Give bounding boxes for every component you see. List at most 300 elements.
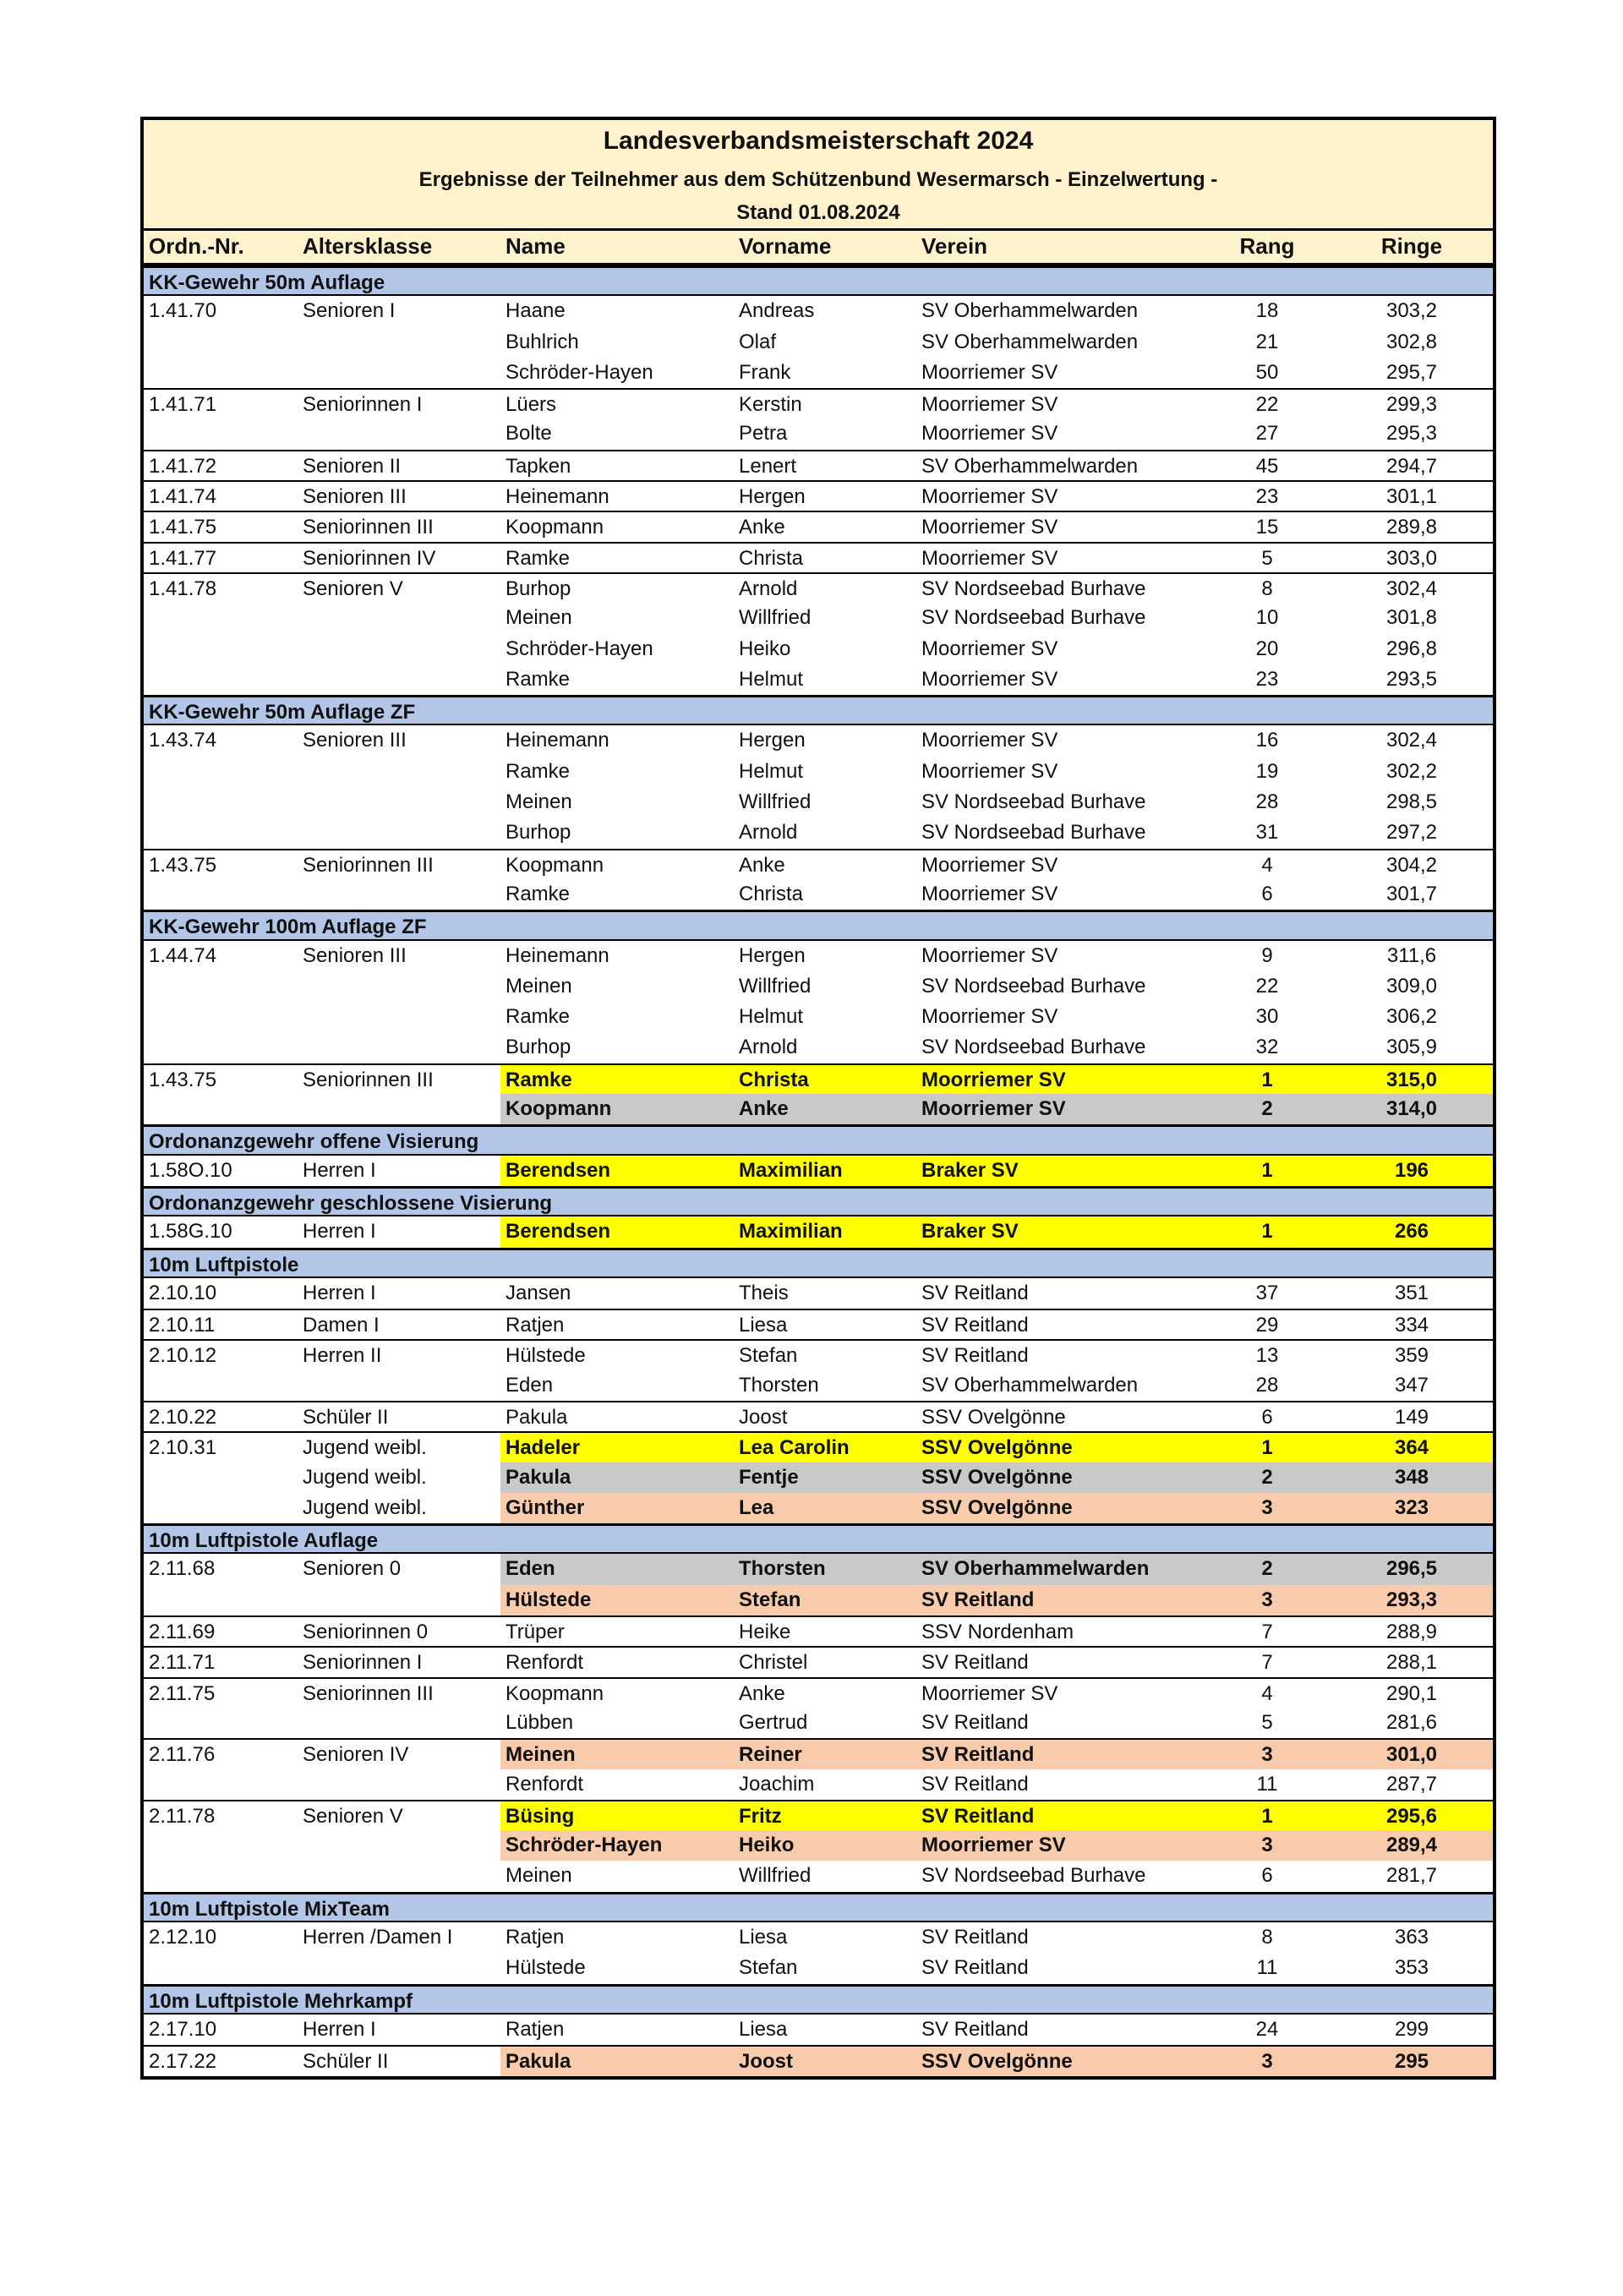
cell-ordn: 2.11.75 (149, 1681, 216, 1705)
section-header (144, 1892, 1493, 1922)
cell-ordn: 2.10.12 (149, 1344, 217, 1368)
cell-ringe: 302,4 (1385, 577, 1438, 600)
cell-vorname: Maximilian (739, 1158, 843, 1182)
cell-vorname: Arnold (739, 1036, 798, 1059)
cell-ringe: 289,4 (1385, 1834, 1438, 1857)
table-row (144, 664, 1493, 695)
cell-klasse (298, 327, 500, 358)
cell-rang: 31 (1255, 821, 1279, 845)
cell-vorname: Andreas (739, 299, 815, 323)
cell-ordn: 2.11.78 (149, 1804, 216, 1828)
cell-rang: 1 (1261, 1436, 1273, 1460)
cell-name: Meinen (505, 606, 572, 630)
column-header-ordn: Ordn.-Nr. (149, 233, 244, 259)
cell-name: Ramke (505, 667, 571, 691)
cell-ordn (144, 1953, 298, 1983)
result-cells (500, 1462, 1493, 1493)
cell-ringe: 281,6 (1385, 1710, 1438, 1734)
cell-ringe: 309,0 (1385, 974, 1438, 998)
cell-ordn: 2.17.10 (149, 2017, 217, 2041)
cell-ringe: 295,7 (1385, 360, 1438, 384)
cell-vorname: Lenert (739, 454, 797, 478)
cell-ringe: 293,3 (1385, 1588, 1438, 1611)
cell-verein: SV Nordseebad Burhave (921, 790, 1146, 814)
cell-verein: SV Reitland (921, 1314, 1029, 1337)
section-header (144, 695, 1493, 725)
result-cells (500, 1708, 1493, 1738)
cell-klasse: Herren I (303, 1281, 376, 1304)
page-title: Landesverbandsmeisterschaft 2024 (603, 127, 1034, 155)
cell-vorname: Heike (739, 1621, 791, 1644)
cell-verein: SV Nordseebad Burhave (921, 1036, 1146, 1059)
cell-verein: Moorriemer SV (921, 360, 1058, 384)
cell-ringe: 299,3 (1385, 393, 1438, 417)
cell-rang: 3 (1261, 1495, 1273, 1519)
table-row (144, 634, 1493, 664)
result-cells (500, 418, 1493, 449)
cell-rang: 24 (1255, 2017, 1279, 2041)
result-cells (500, 1922, 1493, 1953)
result-cells (500, 1617, 1493, 1646)
cell-rang: 7 (1261, 1621, 1273, 1644)
cell-vorname: Lea Carolin (739, 1436, 850, 1460)
cell-vorname: Kerstin (739, 393, 802, 417)
cell-name: Burhop (505, 577, 571, 600)
cell-klasse: Herren I (303, 2017, 376, 2041)
cell-ordn: 1.41.77 (149, 546, 217, 570)
table-row (144, 1554, 1493, 1584)
cell-ordn (144, 971, 298, 1002)
table-row (144, 542, 1493, 572)
table-row (144, 1800, 1493, 1830)
cell-name: Ramke (505, 882, 571, 905)
column-header-vorname: Vorname (739, 233, 832, 259)
result-cells (500, 664, 1493, 695)
cell-rang: 22 (1255, 393, 1279, 417)
cell-klasse (298, 664, 500, 695)
cell-vorname: Hergen (739, 729, 806, 752)
section-header (144, 1186, 1493, 1216)
table-row (144, 572, 1493, 603)
table-row (144, 1278, 1493, 1309)
cell-rang: 7 (1261, 1651, 1273, 1675)
cell-verein: Moorriemer SV (921, 393, 1058, 417)
cell-verein: SV Nordseebad Burhave (921, 606, 1146, 630)
table-row (144, 418, 1493, 449)
section-title: 10m Luftpistole Mehrkampf (149, 1989, 413, 2013)
cell-klasse (298, 879, 500, 910)
cell-name: Ramke (505, 546, 571, 570)
cell-klasse (298, 634, 500, 664)
table-row (144, 1339, 1493, 1369)
cell-rang: 23 (1255, 667, 1279, 691)
cell-klasse: Seniorinnen 0 (303, 1621, 429, 1644)
cell-rang: 11 (1256, 1956, 1278, 1980)
cell-klasse (298, 971, 500, 1002)
cell-vorname: Lea (739, 1495, 774, 1519)
cell-ringe: 296,5 (1385, 1557, 1438, 1581)
table-row (144, 1922, 1493, 1953)
cell-ordn (144, 1585, 298, 1615)
cell-ringe: 295 (1394, 2050, 1429, 2074)
cell-verein: Moorriemer SV (921, 759, 1058, 783)
cell-klasse: Senioren V (303, 577, 403, 600)
cell-ordn: 2.11.69 (149, 1621, 216, 1644)
cell-klasse: Seniorinnen III (303, 1681, 434, 1705)
cell-name: Pakula (505, 1405, 568, 1429)
cell-ordn: 1.41.75 (149, 516, 217, 539)
table-row (144, 1953, 1493, 1983)
cell-ordn: 1.43.75 (149, 853, 217, 877)
result-cells (500, 1585, 1493, 1615)
table-row (144, 1646, 1493, 1676)
cell-verein: SV Reitland (921, 1772, 1029, 1796)
table-row (144, 971, 1493, 1002)
section-header (144, 1124, 1493, 1155)
cell-rang: 23 (1255, 485, 1279, 509)
cell-ringe: 301,1 (1385, 485, 1438, 509)
table-row (144, 787, 1493, 817)
result-cells (500, 971, 1493, 1002)
table-row (144, 296, 1493, 326)
cell-rang: 27 (1255, 422, 1279, 446)
cell-klasse (298, 757, 500, 787)
table-row (144, 941, 1493, 971)
cell-rang: 1 (1261, 1804, 1273, 1828)
cell-rang: 16 (1255, 729, 1279, 752)
cell-rang: 6 (1261, 1405, 1273, 1429)
cell-ringe: 288,1 (1385, 1651, 1438, 1675)
result-cells (500, 482, 1493, 511)
result-cells (500, 850, 1493, 879)
cell-ringe: 281,7 (1385, 1864, 1438, 1888)
cell-ringe: 364 (1394, 1436, 1429, 1460)
table-row (144, 757, 1493, 787)
cell-name: Koopmann (505, 853, 604, 877)
table-row (144, 1002, 1493, 1032)
cell-ordn: 2.11.76 (149, 1743, 216, 1767)
cell-rang: 37 (1255, 1281, 1279, 1304)
cell-klasse: Senioren IV (303, 1743, 409, 1767)
cell-verein: SV Nordseebad Burhave (921, 1864, 1146, 1888)
result-cells (500, 603, 1493, 633)
cell-ringe: 298,5 (1385, 790, 1438, 814)
cell-verein: SV Reitland (921, 1956, 1029, 1980)
cell-klasse (298, 1861, 500, 1891)
title-block (144, 120, 1493, 228)
cell-klasse (298, 1769, 500, 1800)
cell-name: Burhop (505, 821, 571, 845)
cell-klasse: Senioren V (303, 1804, 403, 1828)
cell-vorname: Joost (739, 2050, 794, 2074)
cell-name: Koopmann (505, 1681, 604, 1705)
cell-klasse (298, 1953, 500, 1983)
result-cells (500, 1953, 1493, 1983)
cell-verein: Moorriemer SV (921, 546, 1058, 570)
cell-name: Schröder-Hayen (505, 360, 653, 384)
table-row (144, 450, 1493, 480)
cell-ringe: 295,6 (1385, 1804, 1438, 1828)
result-cells (500, 574, 1493, 603)
cell-verein: Moorriemer SV (921, 943, 1058, 967)
cell-verein: SV Oberhammelwarden (921, 1373, 1139, 1397)
cell-rang: 45 (1255, 454, 1279, 478)
table-row (144, 1708, 1493, 1738)
cell-klasse: Seniorinnen III (303, 516, 434, 539)
cell-rang: 30 (1255, 1005, 1279, 1029)
cell-ringe: 293,5 (1385, 667, 1438, 691)
cell-name: Ramke (505, 759, 571, 783)
cell-rang: 20 (1255, 637, 1279, 660)
cell-klasse: Seniorinnen III (303, 853, 434, 877)
cell-ordn: 1.41.78 (149, 577, 217, 600)
cell-klasse (298, 418, 500, 449)
table-row (144, 1769, 1493, 1800)
cell-verein: SSV Nordenham (921, 1621, 1074, 1644)
result-cells (500, 390, 1493, 418)
column-header-klasse: Altersklasse (303, 233, 433, 259)
cell-klasse: Senioren III (303, 729, 407, 752)
column-header-rang: Rang (1239, 233, 1295, 259)
cell-vorname: Willfried (739, 606, 812, 630)
cell-name: Hülstede (505, 1956, 586, 1980)
cell-name: Meinen (505, 1743, 576, 1767)
cell-verein: SSV Ovelgönne (921, 1465, 1073, 1489)
table-row (144, 1032, 1493, 1063)
cell-verein: SV Reitland (921, 2017, 1029, 2041)
cell-ringe: 353 (1394, 1956, 1429, 1980)
table-row (144, 480, 1493, 511)
cell-rang: 9 (1261, 943, 1273, 967)
cell-name: Meinen (505, 1864, 572, 1888)
cell-klasse (298, 1094, 500, 1124)
cell-vorname: Arnold (739, 577, 798, 600)
column-header-ringe: Ringe (1380, 233, 1443, 259)
cell-rang: 1 (1261, 1220, 1273, 1244)
cell-verein: SV Nordseebad Burhave (921, 974, 1146, 998)
cell-name: Lüers (505, 393, 557, 417)
result-cells (500, 358, 1493, 388)
cell-ringe: 347 (1394, 1373, 1429, 1397)
table-row (144, 1094, 1493, 1124)
table-row (144, 603, 1493, 633)
table-row (144, 2045, 1493, 2075)
result-cells (500, 1278, 1493, 1309)
cell-vorname: Hergen (739, 485, 806, 509)
result-cells (500, 451, 1493, 480)
cell-klasse (298, 603, 500, 633)
cell-ordn (144, 817, 298, 848)
cell-ringe: 315,0 (1385, 1068, 1438, 1091)
cell-verein: Moorriemer SV (921, 1834, 1066, 1857)
cell-klasse (298, 358, 500, 388)
cell-klasse (298, 1585, 500, 1615)
table-row (144, 1370, 1493, 1401)
cell-vorname: Liesa (739, 1314, 788, 1337)
cell-klasse: Senioren III (303, 485, 407, 509)
result-cells (500, 879, 1493, 910)
cell-ringe: 303,2 (1385, 299, 1438, 323)
table-row (144, 1063, 1493, 1094)
table-row (144, 1738, 1493, 1768)
cell-vorname: Anke (739, 516, 785, 539)
cell-name: Günther (505, 1495, 585, 1519)
cell-verein: SV Reitland (921, 1281, 1029, 1304)
cell-verein: SV Reitland (921, 1651, 1029, 1675)
cell-ringe: 304,2 (1385, 853, 1438, 877)
cell-vorname: Heiko (739, 1834, 795, 1857)
cell-vorname: Anke (739, 1681, 785, 1705)
cell-verein: Moorriemer SV (921, 1068, 1066, 1091)
cell-klasse (298, 1002, 500, 1032)
cell-name: Jansen (505, 1281, 571, 1304)
result-cells (500, 1065, 1493, 1094)
cell-rang: 28 (1255, 1373, 1279, 1397)
cell-ordn: 1.43.74 (149, 729, 217, 752)
cell-name: Schröder-Hayen (505, 1834, 663, 1857)
section-title: 10m Luftpistole (149, 1253, 299, 1276)
cell-verein: SV Oberhammelwarden (921, 299, 1139, 323)
cell-vorname: Anke (739, 853, 785, 877)
cell-name: Lübben (505, 1710, 574, 1734)
result-cells (500, 1648, 1493, 1676)
cell-ordn (144, 603, 298, 633)
cell-ordn: 1.58G.10 (149, 1220, 232, 1244)
cell-vorname: Joachim (739, 1772, 815, 1796)
cell-ringe: 303,0 (1385, 546, 1438, 570)
cell-vorname: Heiko (739, 637, 791, 660)
cell-rang: 2 (1261, 1557, 1273, 1581)
cell-ordn: 2.10.10 (149, 1281, 217, 1304)
cell-name: Hülstede (505, 1344, 586, 1368)
cell-rang: 1 (1261, 1158, 1273, 1182)
cell-rang: 8 (1261, 577, 1273, 600)
result-cells (500, 2014, 1493, 2045)
cell-ringe: 289,8 (1385, 516, 1438, 539)
cell-ordn: 2.10.22 (149, 1405, 217, 1429)
cell-klasse: Seniorinnen IV (303, 546, 436, 570)
cell-name: Bolte (505, 422, 552, 446)
table-row (144, 1493, 1493, 1523)
cell-name: Ramke (505, 1005, 571, 1029)
cell-vorname: Thorsten (739, 1373, 819, 1397)
cell-ordn (144, 327, 298, 358)
cell-rang: 15 (1255, 516, 1279, 539)
section-title: 10m Luftpistole MixTeam (149, 1897, 390, 1921)
cell-ringe: 288,9 (1385, 1621, 1438, 1644)
result-cells (500, 1310, 1493, 1339)
cell-rang: 1 (1261, 1068, 1273, 1091)
cell-name: Koopmann (505, 1097, 612, 1121)
cell-ordn: 2.12.10 (149, 1926, 217, 1949)
cell-vorname: Christa (739, 882, 804, 905)
cell-vorname: Christa (739, 546, 804, 570)
cell-rang: 3 (1261, 1743, 1273, 1767)
cell-vorname: Gertrud (739, 1710, 808, 1734)
cell-rang: 21 (1255, 330, 1279, 353)
result-cells (500, 1216, 1493, 1247)
cell-ringe: 351 (1394, 1281, 1429, 1304)
cell-ordn: 2.10.31 (149, 1436, 217, 1460)
cell-ordn: 1.41.74 (149, 485, 217, 509)
cell-ordn: 2.11.71 (149, 1651, 216, 1675)
cell-ordn (144, 879, 298, 910)
result-cells (500, 1861, 1493, 1891)
cell-name: Heinemann (505, 729, 609, 752)
result-cells (500, 1094, 1493, 1124)
cell-rang: 4 (1261, 853, 1273, 877)
table-row (144, 725, 1493, 756)
cell-ordn (144, 634, 298, 664)
cell-ringe: 302,2 (1385, 759, 1438, 783)
cell-name: Schröder-Hayen (505, 637, 653, 660)
cell-rang: 3 (1261, 2050, 1273, 2074)
cell-rang: 4 (1261, 1681, 1273, 1705)
cell-klasse: Damen I (303, 1314, 380, 1337)
result-cells (500, 2047, 1493, 2075)
result-cells (500, 817, 1493, 848)
cell-name: Haane (505, 299, 566, 323)
cell-ordn (144, 418, 298, 449)
cell-verein: SV Reitland (921, 1926, 1029, 1949)
section-header (144, 910, 1493, 940)
cell-name: Heinemann (505, 943, 609, 967)
cell-name: Hadeler (505, 1436, 581, 1460)
cell-ringe: 305,9 (1385, 1036, 1438, 1059)
cell-vorname: Liesa (739, 1926, 788, 1949)
cell-vorname: Arnold (739, 821, 798, 845)
cell-klasse: Seniorinnen I (303, 393, 423, 417)
result-cells (500, 1493, 1493, 1523)
cell-verein: Braker SV (921, 1158, 1019, 1182)
cell-verein: Moorriemer SV (921, 729, 1058, 752)
cell-rang: 3 (1261, 1834, 1273, 1857)
cell-ordn (144, 1769, 298, 1800)
cell-ringe: 299 (1394, 2017, 1429, 2041)
results-sheet (140, 117, 1496, 2080)
cell-rang: 6 (1261, 882, 1273, 905)
cell-rang: 18 (1255, 299, 1279, 323)
cell-ringe: 334 (1394, 1314, 1429, 1337)
cell-rang: 2 (1261, 1097, 1273, 1121)
cell-klasse (298, 1032, 500, 1063)
cell-name: Pakula (505, 1465, 571, 1489)
cell-klasse (298, 817, 500, 848)
cell-vorname: Willfried (739, 790, 812, 814)
cell-klasse (298, 787, 500, 817)
cell-name: Buhlrich (505, 330, 579, 353)
cell-ordn (144, 1002, 298, 1032)
table-row (144, 849, 1493, 879)
section-title: KK-Gewehr 50m Auflage (149, 271, 385, 294)
result-cells (500, 1156, 1493, 1186)
cell-ordn (144, 757, 298, 787)
table-row (144, 1462, 1493, 1493)
table-row (144, 327, 1493, 358)
cell-klasse: Jugend weibl. (303, 1465, 427, 1489)
cell-verein: SV Oberhammelwarden (921, 454, 1139, 478)
cell-vorname: Hergen (739, 943, 806, 967)
table-row (144, 1830, 1493, 1861)
cell-ringe: 294,7 (1385, 454, 1438, 478)
cell-ordn: 1.43.75 (149, 1068, 217, 1091)
cell-verein: Moorriemer SV (921, 516, 1058, 539)
cell-ordn (144, 1094, 298, 1124)
result-cells (500, 1433, 1493, 1462)
result-cells (500, 1801, 1493, 1830)
cell-ringe: 301,0 (1385, 1743, 1438, 1767)
cell-ordn: 1.58O.10 (149, 1158, 232, 1182)
